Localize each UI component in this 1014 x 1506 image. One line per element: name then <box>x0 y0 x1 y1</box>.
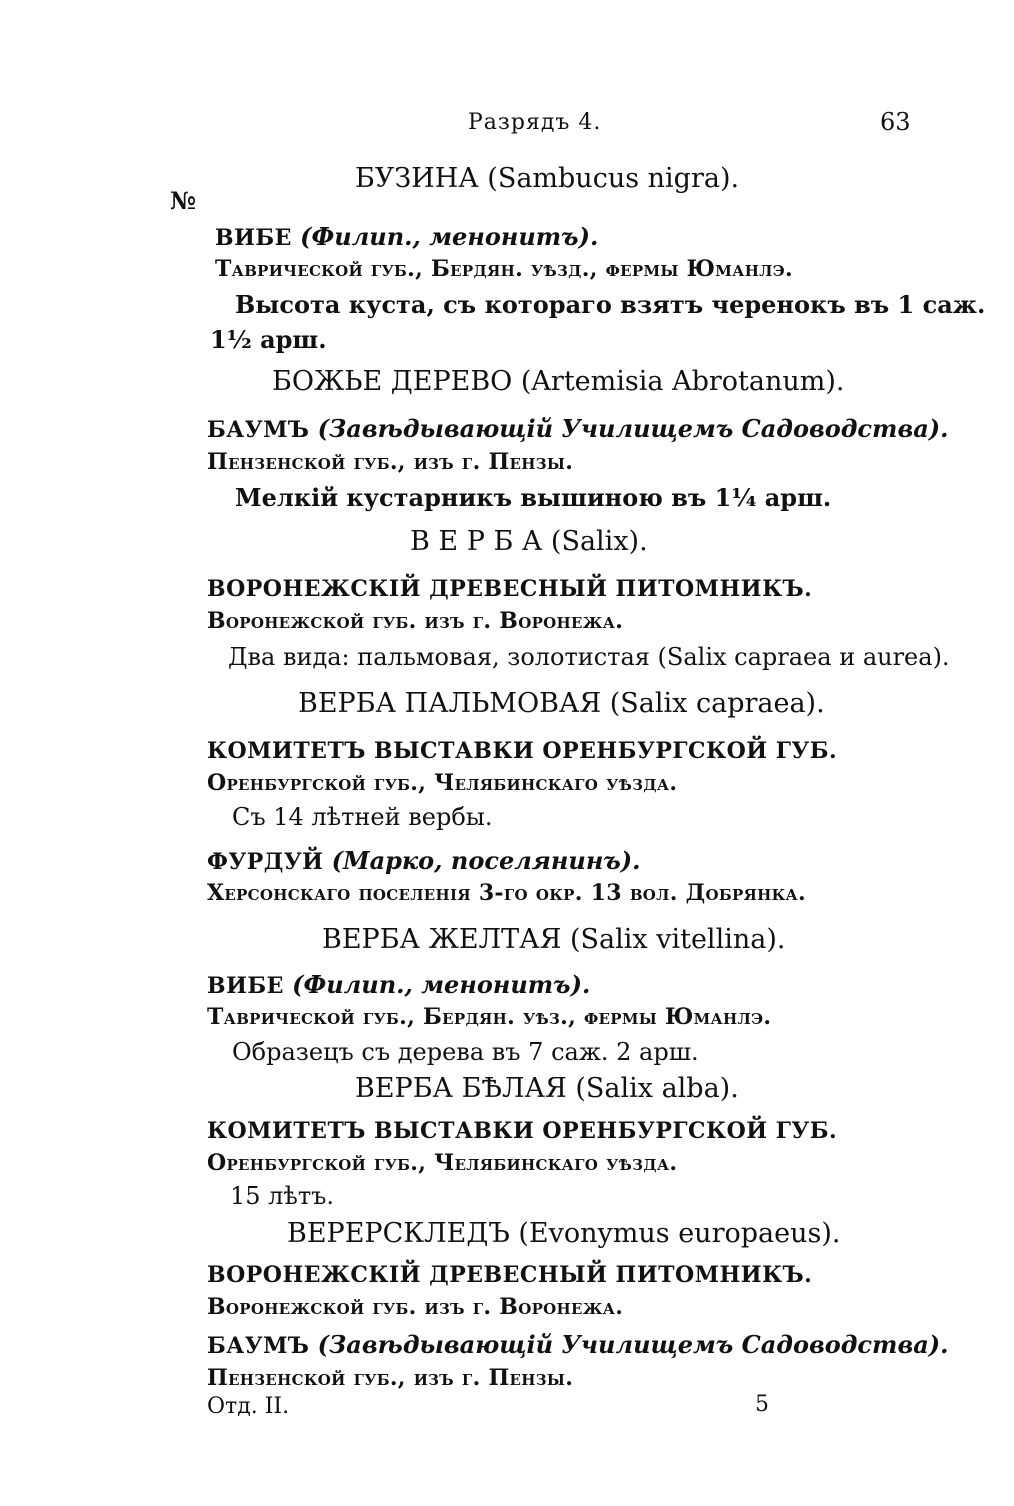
exhibitor-note: (Завѣдывающій Училищемъ Садоводства). <box>317 1330 949 1359</box>
exhibitor-note: (Марко, поселянинъ). <box>331 846 641 875</box>
section-title: ВЕРБА БѢЛАЯ (Salix alba). <box>355 1073 739 1104</box>
exhibitor-line <box>207 1330 948 1359</box>
exhibitor-name: ВИБЕ <box>207 973 284 999</box>
section-title: БОЖЬЕ ДЕРЕВО (Artemisia Abrotanum). <box>272 366 845 397</box>
section-title: ВЕРЕРСКЛЕДЪ (Evonymus europaeus). <box>287 1218 841 1249</box>
exhibitor-line <box>207 414 948 443</box>
exhibitor-name: БАУМЪ <box>207 1333 310 1359</box>
location: Пензенской губ., изъ г. Пензы. <box>207 449 574 475</box>
exhibitor-line <box>207 576 812 602</box>
exhibitor-line <box>207 970 590 999</box>
exhibitor-note: (Филип., менонитъ). <box>292 970 591 999</box>
page-number: 63 <box>880 108 911 136</box>
exhibitor-name: ВИБЕ <box>215 225 292 251</box>
signature-mark: 5 <box>755 1392 769 1417</box>
note: Съ 14 лѣтней вербы. <box>232 803 493 831</box>
exhibitor-name: КОМИТЕТЪ ВЫСТАВКИ ОРЕНБУРГСКОЙ ГУБ. <box>207 1118 838 1144</box>
exhibitor-note: (Завѣдывающій Училищемъ Садоводства). <box>317 414 949 443</box>
location: Оренбургской губ., Челябинскаго уѣзда. <box>207 1150 678 1176</box>
note: Образецъ съ дерева въ 7 саж. 2 арш. <box>232 1038 699 1066</box>
exhibitor-name: БАУМЪ <box>207 417 310 443</box>
note: Мелкій кустарникъ вышиною въ 1¼ арш. <box>235 483 832 512</box>
note: Два вида: пальмовая, золотистая (Salix capraea и aurea). <box>228 643 950 671</box>
location: Пензенской губ., изъ г. Пензы. <box>207 1365 574 1391</box>
location: Воронежской губ. изъ г. Воронежа. <box>207 1294 624 1320</box>
exhibitor-name: КОМИТЕТЪ ВЫСТАВКИ ОРЕНБУРГСКОЙ ГУБ. <box>207 738 838 764</box>
location: Херсонскаго поселенія 3-го окр. 13 вол. Добрянка. <box>207 880 806 906</box>
note: 1½ арш. <box>210 325 327 354</box>
note: 15 лѣтъ. <box>230 1182 335 1210</box>
exhibitor-line <box>215 222 598 251</box>
location: Воронежской губ. изъ г. Воронежа. <box>207 608 624 634</box>
note: Высота куста, съ котораго взятъ черенокъ въ 1 саж. <box>235 290 986 319</box>
exhibitor-line <box>207 846 640 875</box>
running-title: Разрядъ 4. <box>468 110 602 135</box>
exhibitor-note: (Филип., менонитъ). <box>300 222 599 251</box>
section-title: В Е Р Б А (Salix). <box>410 526 648 557</box>
exhibitor-line <box>207 1262 812 1288</box>
location: Оренбургской губ., Челябинскаго уѣзда. <box>207 770 678 796</box>
location: Таврической губ., Бердян. уѣз., фермы Юманлэ. <box>207 1004 772 1030</box>
section-label: Отд. II. <box>207 1394 290 1419</box>
location: Таврической губ., Бердян. уѣзд., фермы Юманлэ. <box>215 256 793 282</box>
exhibitor-line <box>207 1118 837 1144</box>
exhibitor-name: ВОРОНЕЖСКІЙ ДРЕВЕСНЫЙ ПИТОМНИКЪ. <box>207 1262 813 1288</box>
number-mark: № <box>170 186 197 215</box>
exhibitor-line <box>207 738 837 764</box>
section-title: ВЕРБА ПАЛЬМОВАЯ (Salix capraea). <box>298 688 825 719</box>
section-title: ВЕРБА ЖЕЛТАЯ (Salix vitellina). <box>322 924 786 955</box>
section-title: БУЗИНА (Sambucus nigra). <box>355 163 740 194</box>
exhibitor-name: ВОРОНЕЖСКІЙ ДРЕВЕСНЫЙ ПИТОМНИКЪ. <box>207 576 813 602</box>
exhibitor-name: ФУРДУЙ <box>207 849 324 875</box>
